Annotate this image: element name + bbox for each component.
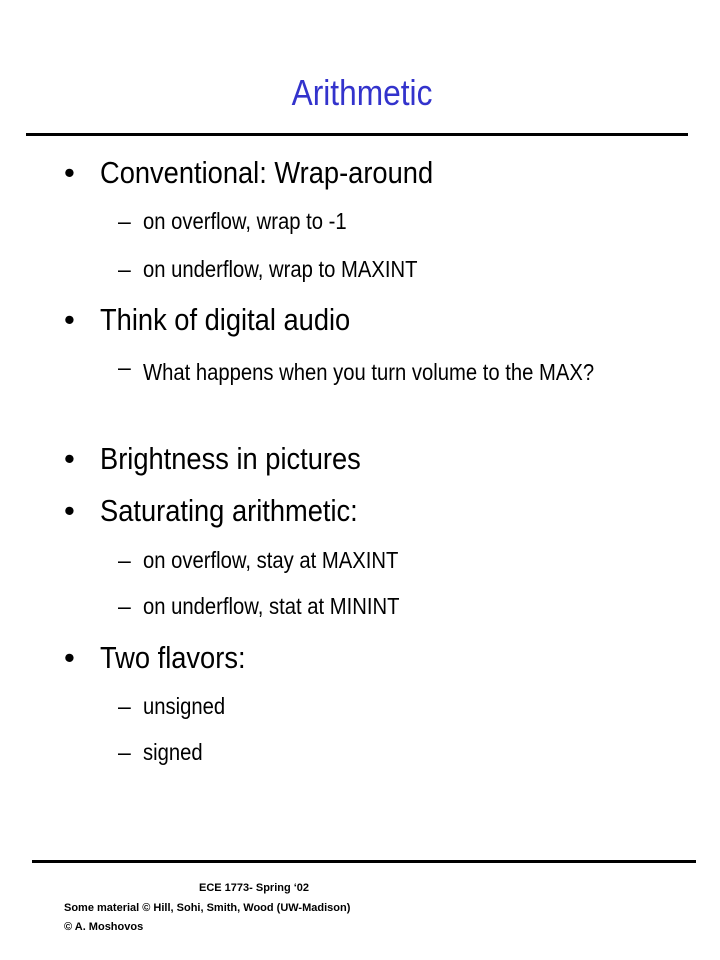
footer-course: ECE 1773- Spring ‘02: [199, 882, 310, 894]
dash-marker: –: [118, 256, 131, 282]
sub-bullet-item: unsigned: [143, 693, 226, 719]
sub-bullet-item: on underflow, stat at MININT: [143, 593, 400, 619]
sub-bullet-item: on underflow, wrap to MAXINT: [143, 256, 418, 282]
dash-marker: –: [118, 208, 131, 234]
footer-author: © A. Moshovos: [64, 921, 144, 933]
slide-title: Arithmetic: [291, 72, 433, 113]
bullet-item: Conventional: Wrap-around: [100, 155, 434, 190]
sub-bullet-item: on overflow, stay at MAXINT: [143, 547, 399, 573]
footer-credit: Some material © Hill, Sohi, Smith, Wood (UW-Madison): [64, 902, 351, 914]
bullet-item: Brightness in pictures: [100, 441, 361, 476]
dash-marker: –: [118, 593, 131, 619]
dash-marker: –: [118, 693, 131, 719]
sub-bullet-item: signed: [143, 739, 203, 765]
bullet-marker: •: [64, 155, 75, 190]
bullet-marker: •: [64, 640, 75, 675]
footer-divider: [32, 860, 696, 863]
bullet-item: Saturating arithmetic:: [100, 493, 358, 528]
dash-marker: –: [118, 354, 131, 380]
bullet-item: Two flavors:: [100, 640, 246, 675]
sub-bullet-item: on overflow, wrap to -1: [143, 208, 347, 234]
title-divider: [26, 133, 688, 136]
dash-marker: –: [118, 547, 131, 573]
bullet-marker: •: [64, 493, 75, 528]
bullet-marker: •: [64, 441, 75, 476]
dash-marker: –: [118, 739, 131, 765]
sub-bullet-item: What happens when you turn volume to the MAX?: [143, 359, 595, 385]
bullet-item: Think of digital audio: [100, 302, 351, 337]
bullet-marker: •: [64, 302, 75, 337]
